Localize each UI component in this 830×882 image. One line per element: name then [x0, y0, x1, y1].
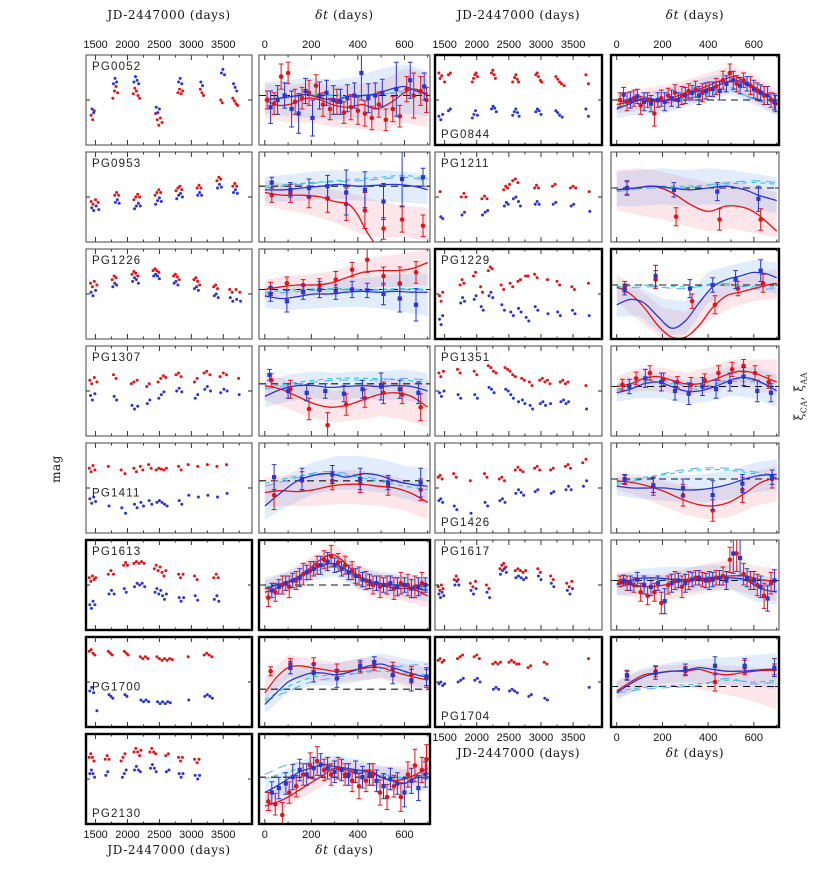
blue-lightcurve-points — [437, 677, 590, 702]
tick-label: 0 — [261, 829, 268, 841]
tick-label: 0 — [261, 39, 268, 51]
panel-PG1426-lightcurve — [435, 443, 602, 533]
blue-lightcurve-points — [438, 291, 591, 326]
y-axis-label-xi: $\xi_{CA}$, $\xi_{AA}$ — [791, 372, 809, 421]
red-lightcurve-points — [88, 560, 220, 583]
object-label-PG1613: PG1613 — [92, 546, 142, 558]
panel-PG1426-ccf — [611, 443, 779, 533]
tick-label: 600 — [395, 829, 414, 841]
tick-label: 3000 — [528, 39, 554, 51]
tick-label: 200 — [653, 732, 672, 744]
tick-label: 1500 — [432, 39, 457, 51]
object-label-PG1700: PG1700 — [92, 681, 142, 694]
panel-PG0052-ccf — [259, 46, 430, 145]
tick-label: 200 — [302, 39, 321, 51]
tick-label: 2000 — [464, 39, 489, 51]
red-lightcurve-points — [437, 654, 590, 670]
tick-label: 1500 — [83, 829, 108, 841]
tick-label: 3500 — [560, 732, 586, 744]
object-label-PG1226: PG1226 — [92, 255, 142, 267]
panel-PG1211-lightcurve — [435, 152, 602, 242]
object-label-PG1211: PG1211 — [441, 158, 490, 170]
panel-PG0953-lightcurve — [86, 152, 252, 242]
tick-label: 600 — [395, 39, 414, 51]
panel-PG0953-ccf — [259, 152, 430, 247]
panel-PG2130-lightcurve — [86, 734, 252, 824]
panel-PG1411-lightcurve — [86, 443, 252, 533]
tick-label: 3500 — [211, 829, 236, 841]
red-lightcurve-points — [88, 747, 201, 764]
tick-label: 2500 — [496, 39, 522, 51]
red-lightcurve-points — [88, 370, 240, 388]
panel-PG1211-ccf — [611, 152, 779, 242]
blue-lightcurve-points — [90, 183, 239, 212]
panel-PG0844-lightcurve — [435, 55, 602, 145]
tick-label: 0 — [613, 732, 620, 744]
object-label-PG1426: PG1426 — [441, 517, 491, 529]
panel-PG1700-lightcurve — [86, 637, 252, 727]
axis-title-jd-top-left: JD-2447000 (days) — [107, 8, 231, 22]
tick-label: 2000 — [464, 732, 489, 744]
blue-lightcurve-points — [438, 386, 588, 411]
blue-lightcurve-points — [439, 196, 591, 221]
panel-PG1613-lightcurve — [86, 540, 252, 630]
axis-title-dt-bottom-right: δt (days) — [665, 746, 725, 760]
panel-PG1307-ccf — [259, 346, 430, 438]
tick-label: 2000 — [115, 829, 140, 841]
blue-lightcurve-points — [88, 582, 220, 610]
blue-lightcurve-points — [437, 105, 590, 122]
red-lightcurve-points — [89, 267, 241, 293]
tick-label: 2500 — [496, 732, 522, 744]
axis-title-dt-top-right: δt (days) — [665, 8, 725, 22]
blue-lightcurve-points — [89, 385, 241, 411]
object-label-PG0953: PG0953 — [92, 158, 142, 170]
red-lightcurve-points — [88, 463, 228, 475]
blue-lightcurve-points — [88, 763, 201, 780]
axis-title-jd-top-right: JD-2447000 (days) — [456, 8, 581, 22]
tick-label: 400 — [698, 732, 718, 744]
blue-lightcurve-points — [437, 479, 588, 514]
tick-label: 3000 — [528, 732, 554, 744]
red-lightcurve-points — [437, 364, 587, 387]
axis-title-dt-top-left: δt (days) — [315, 8, 374, 22]
tick-label: 2500 — [147, 39, 172, 51]
blue-lightcurve-points — [437, 567, 574, 599]
panel-PG1617-lightcurve — [435, 540, 602, 630]
panel-PG1704-ccf — [611, 637, 779, 727]
red-lightcurve-points — [90, 176, 239, 206]
red-lightcurve-points — [437, 458, 588, 483]
panel-PG1700-ccf — [259, 637, 430, 727]
tick-label: 3500 — [560, 39, 586, 51]
tick-label: 400 — [698, 39, 718, 51]
tick-label: 400 — [348, 829, 368, 841]
tick-label: 3000 — [179, 829, 204, 841]
red-lightcurve-points — [88, 648, 214, 662]
object-label-PG1351: PG1351 — [441, 352, 491, 364]
red-lightcurve-points — [438, 266, 590, 303]
tick-label: 0 — [613, 39, 620, 51]
red-lightcurve-points — [90, 85, 240, 127]
object-label-PG1307: PG1307 — [92, 352, 142, 364]
panel-PG1704-lightcurve — [435, 637, 602, 727]
tick-label: 3000 — [179, 39, 204, 51]
tick-label: 2500 — [147, 829, 172, 841]
panel-PG1351-ccf — [611, 346, 779, 436]
tick-label: 200 — [302, 829, 321, 841]
panel-PG1226-lightcurve — [86, 249, 252, 339]
panel-PG0052-lightcurve — [86, 55, 252, 145]
panel-PG1307-lightcurve — [86, 346, 252, 436]
tick-label: 1500 — [432, 732, 457, 744]
tick-label: 2000 — [115, 39, 140, 51]
panel-PG1229-ccf — [611, 249, 779, 339]
tick-label: 1500 — [83, 39, 108, 51]
panel-PG1351-lightcurve — [435, 346, 602, 436]
axis-title-jd-bottom-right: JD-2447000 (days) — [456, 746, 581, 760]
panel-PG2130-ccf — [259, 734, 430, 828]
panel-PG1229-lightcurve — [435, 249, 602, 339]
tick-label: 600 — [744, 39, 764, 51]
axis-title-dt-bottom-left: δt (days) — [315, 843, 374, 857]
object-label-PG1617: PG1617 — [441, 546, 491, 558]
object-label-PG2130: PG2130 — [92, 808, 142, 820]
tick-label: 400 — [348, 39, 368, 51]
tick-label: 3500 — [211, 39, 236, 51]
blue-lightcurve-points — [91, 68, 239, 114]
object-label-PG0052: PG0052 — [92, 61, 142, 73]
y-axis-label-mag: mag — [48, 455, 63, 483]
panel-PG1613-ccf — [259, 540, 430, 630]
red-lightcurve-points — [437, 69, 590, 87]
object-label-PG1229: PG1229 — [441, 255, 491, 267]
object-label-PG1411: PG1411 — [92, 487, 141, 500]
panel-PG1226-ccf — [259, 247, 430, 339]
tick-label: 200 — [653, 39, 672, 51]
axis-title-jd-bottom-left: JD-2447000 (days) — [107, 843, 231, 857]
blue-lightcurve-points — [90, 273, 242, 303]
object-label-PG0844: PG0844 — [441, 129, 491, 141]
panel-PG1411-ccf — [259, 443, 430, 533]
object-label-PG1704: PG1704 — [441, 711, 491, 723]
panel-PG0844-ccf — [611, 55, 779, 145]
panel-PG1617-ccf — [611, 534, 779, 630]
tick-label: 600 — [744, 732, 764, 744]
